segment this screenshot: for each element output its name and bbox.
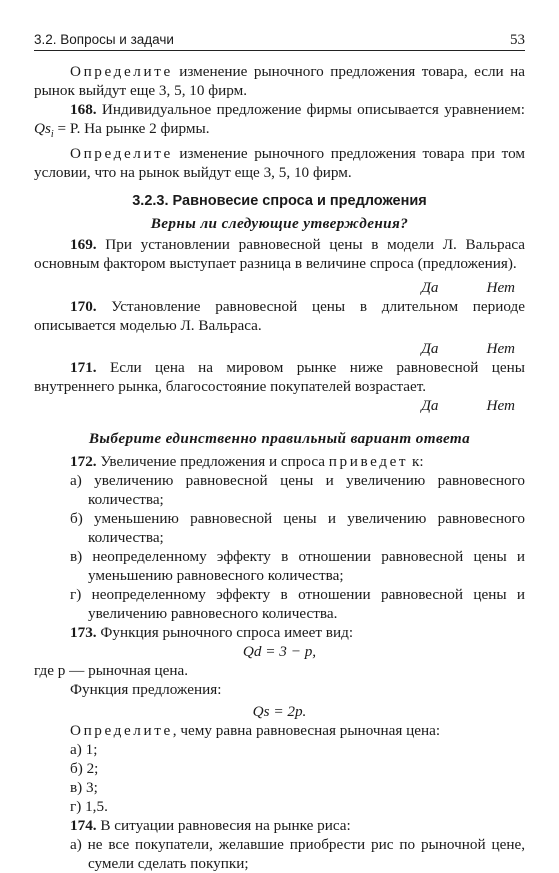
question-173 <box>34 623 525 642</box>
no-answer: Нет <box>486 397 515 415</box>
question-text: При установлении равновесной цены в модели Л. Вальраса основным фактором выступает разница в величине спроса (предложения). <box>34 236 525 273</box>
spaced-word: Определите <box>70 722 173 740</box>
answer-option: а) не все покупатели, желавшие приобрести рис по рыночной цене, сумели сделать покупки; <box>70 836 525 873</box>
formula-subscript: i <box>50 129 54 141</box>
paragraph <box>34 144 525 182</box>
answer-option: в) 3; <box>70 779 98 797</box>
answer-option: г) неопределенному эффекту в отношении равновесной цены и увеличению равновесного количества. <box>70 586 525 623</box>
book-page <box>34 30 525 873</box>
answer-option: в) неопределенному эффекту в отношении равновесной цены и уменьшению равновесного количества; <box>70 548 525 585</box>
subsection-title: Выберите единственно правильный вариант ответа <box>88 430 471 448</box>
question-text: Увеличение предложения и спроса <box>96 453 329 471</box>
question-168 <box>34 100 525 144</box>
question-172 <box>34 452 525 471</box>
running-header <box>34 30 525 51</box>
answer-option: б) уменьшению равновесной цены и увеличению равновесного количества; <box>70 510 525 547</box>
no-answer: Нет <box>486 340 515 358</box>
question-169 <box>34 235 525 273</box>
spaced-word: приведет <box>328 453 409 471</box>
supply-label: Функция предложения: <box>70 681 222 699</box>
yes-answer: Да <box>421 279 439 297</box>
subsection-title: Верны ли следующие утверждения? <box>150 215 409 233</box>
question-text: Функция рыночного спроса имеет вид: <box>96 624 354 642</box>
spaced-word: Определите <box>70 63 173 80</box>
question-text: , чему равна равновесная рыночная цена: <box>172 722 441 740</box>
question-text: Если цена на мировом рынке ниже равновесной цены внутреннего рынка, благосостояние покупателей возрастает. <box>34 359 525 396</box>
yes-answer: Да <box>421 397 439 415</box>
formula: Qs <box>34 120 51 137</box>
question-174 <box>34 816 525 835</box>
page-number: 53 <box>510 32 525 48</box>
question-text: = P. На рынке 2 фирмы. <box>53 120 210 137</box>
paragraph-text: изменение рыночного предложения товара, если на рынок выйдут еще 3, 5, 10 фирм. <box>34 63 525 99</box>
formula-explanation: где p — рыночная цена. <box>34 662 189 680</box>
question-170 <box>34 297 525 335</box>
answer-option: а) увеличению равновесной цены и увеличению равновесного количества; <box>70 472 525 509</box>
answer-option: г) 1,5. <box>70 798 108 816</box>
yes-answer: Да <box>421 340 439 358</box>
question-number: 174. <box>70 817 97 835</box>
answer-option: а) 1; <box>70 741 98 759</box>
paragraph-text: изменение рыночного предложения товара при том условии, что на рынок выйдут еще 3, 5, 10 фирм. <box>34 145 525 182</box>
yes-no-answers <box>34 278 525 297</box>
yes-no-answers <box>34 396 525 415</box>
question-text: Установление равновесной цены в длительном периоде описывается моделью Л. Вальраса. <box>34 298 525 335</box>
question-text: В ситуации равновесия на рынке риса: <box>96 817 351 835</box>
question-number: 172. <box>70 453 97 471</box>
question-prompt <box>34 721 525 740</box>
question-text: к: <box>408 453 424 471</box>
question-number: 170. <box>70 298 97 316</box>
no-answer: Нет <box>486 279 515 297</box>
answer-option: б) 2; <box>70 760 99 778</box>
question-number: 168. <box>70 101 97 118</box>
question-number: 169. <box>70 236 97 254</box>
supply-formula: Qs = 2p. <box>252 703 307 721</box>
question-171 <box>34 358 525 396</box>
demand-formula: Qd = 3 − p, <box>242 643 317 661</box>
yes-no-answers <box>34 339 525 358</box>
question-text: Индивидуальное предложение фирмы описывается уравнением: <box>96 101 525 118</box>
spaced-word: Определите <box>70 145 173 163</box>
question-number: 171. <box>70 359 97 377</box>
section-heading: 3.2. Вопросы и задачи <box>34 32 174 47</box>
question-number: 173. <box>70 624 97 642</box>
paragraph <box>34 62 525 100</box>
section-title: 3.2.3. Равновесие спроса и предложения <box>132 193 427 210</box>
